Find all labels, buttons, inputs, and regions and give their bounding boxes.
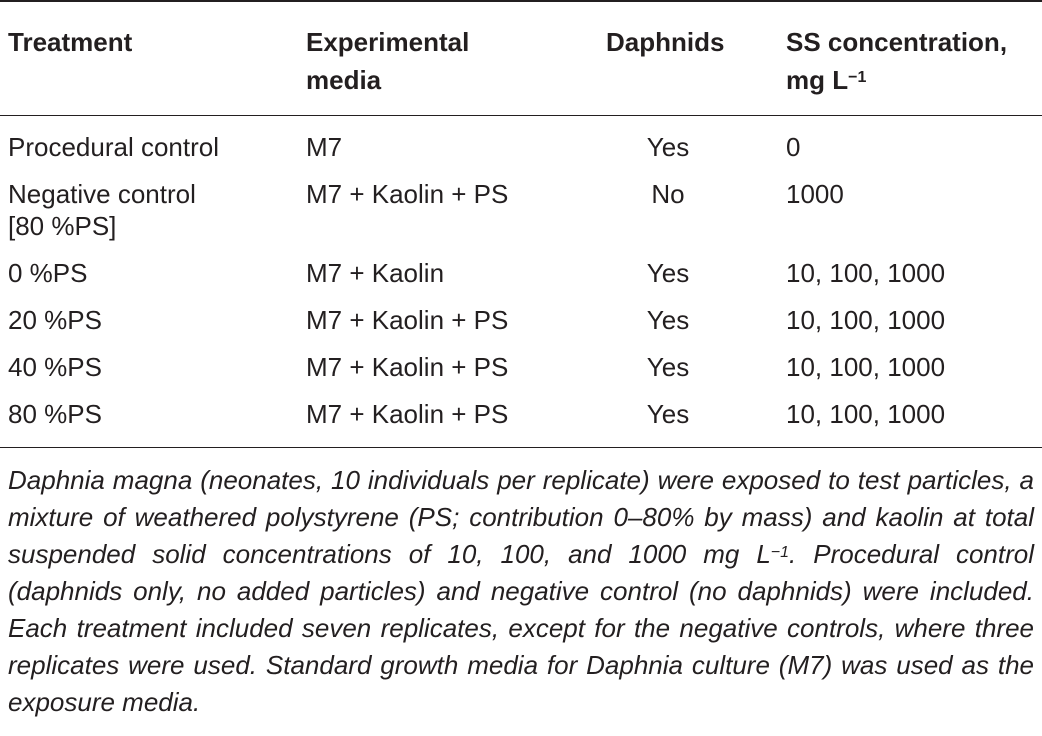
cell-treatment: 0 %PS [8, 258, 88, 288]
cell-treatment: 40 %PS [8, 352, 102, 382]
cell-treatment: 20 %PS [8, 305, 102, 335]
cell-treatment [0, 178, 298, 257]
table-row [0, 116, 1042, 179]
table-body [0, 116, 1042, 446]
header-experimental-media [298, 1, 598, 116]
cell-media: M7 + Kaolin + PS [306, 399, 509, 429]
footnote-exponent: −1 [770, 544, 790, 561]
header-media-line2: media [306, 65, 382, 95]
footnote-text-part1: Daphnia magna (neonates, 10 individuals per replicate) were exposed to test particles, a mixture of weathered polystyrene (PS; contribution 0–80% by mass) and kaolin at total suspended solid concentrations of 10, 100, and 1000 mg L [8, 465, 1034, 569]
cell-media: M7 [306, 132, 343, 162]
cell-daphnids: Yes [646, 258, 690, 288]
header-ss-exponent: −1 [848, 69, 867, 86]
header-ss-line2: mg L [786, 65, 849, 95]
table-row [0, 304, 1042, 351]
table-row [0, 257, 1042, 304]
cell-ss: 10, 100, 1000 [786, 305, 946, 335]
cell-treatment: Procedural control [8, 132, 219, 162]
cell-treatment: 80 %PS [8, 399, 102, 429]
table-row [0, 398, 1042, 445]
table-row [0, 178, 1042, 257]
cell-treatment-line1: Negative control [8, 179, 196, 209]
cell-daphnids: No [651, 179, 685, 209]
header-row [0, 1, 1042, 116]
cell-media: M7 + Kaolin + PS [306, 305, 509, 335]
header-ss-line1: SS concentration, [786, 27, 1008, 57]
table-header [0, 1, 1042, 116]
cell-ss: 10, 100, 1000 [786, 258, 946, 288]
header-ss-concentration [778, 1, 1042, 116]
header-daphnids: Daphnids [598, 1, 778, 116]
table-row [0, 351, 1042, 398]
footnote-text-part2: . Procedural control (daphnids only, no added particles) and negative control (no daphnids) were included. Each treatment included seven replicates, except for the negative controls, where three replicates were used. Standard growth media for Daphnia culture (M7) was used as the exposure media. [8, 539, 1034, 717]
cell-treatment-line2: [80 %PS] [8, 211, 117, 241]
table-footnote [0, 447, 1042, 721]
cell-ss: 10, 100, 1000 [786, 399, 946, 429]
cell-daphnids: Yes [646, 399, 690, 429]
cell-daphnids: Yes [646, 132, 690, 162]
cell-ss: 1000 [786, 179, 844, 209]
cell-daphnids: Yes [646, 352, 690, 382]
header-treatment: Treatment [0, 1, 298, 116]
cell-ss: 0 [786, 132, 801, 162]
cell-ss: 10, 100, 1000 [786, 352, 946, 382]
cell-media: M7 + Kaolin [306, 258, 445, 288]
cell-media: M7 + Kaolin + PS [306, 179, 509, 209]
cell-daphnids: Yes [646, 305, 690, 335]
header-media-line1: Experimental [306, 27, 470, 57]
cell-media: M7 + Kaolin + PS [306, 352, 509, 382]
